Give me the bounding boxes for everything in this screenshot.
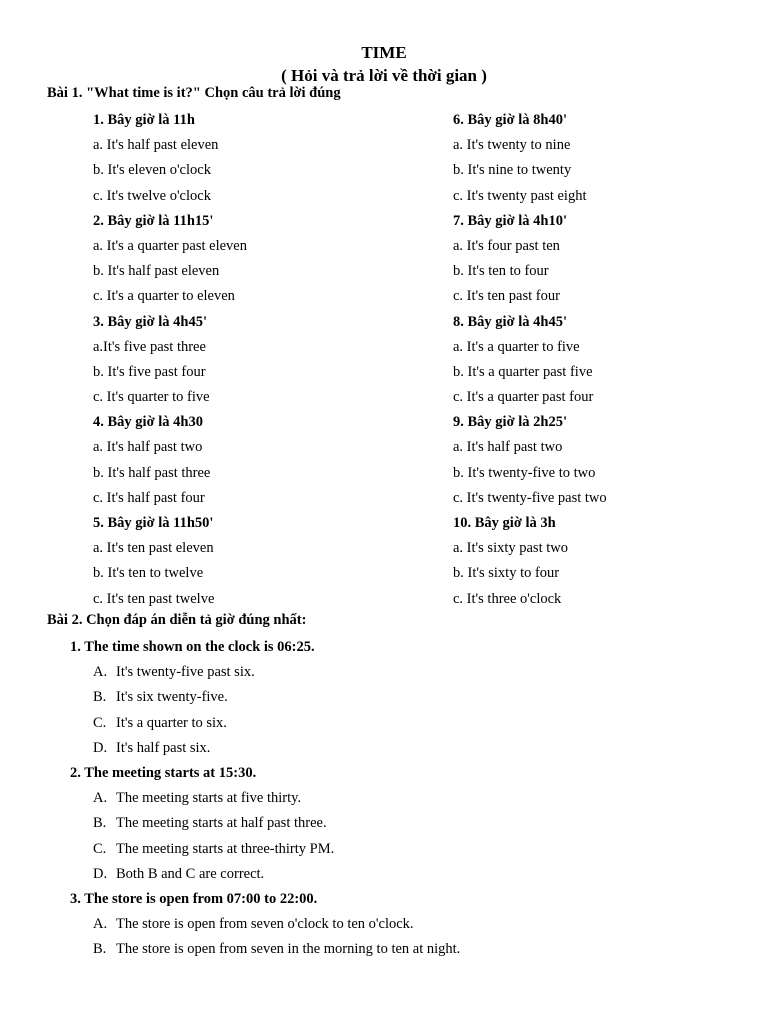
answer-option bbox=[70, 937, 460, 962]
answer-option: a. It's a quarter to five bbox=[453, 338, 580, 355]
answer-option: c. It's ten past twelve bbox=[93, 590, 215, 607]
option-letter: A. bbox=[93, 916, 108, 933]
option-text: The meeting starts at five thirty. bbox=[116, 790, 302, 807]
answer-option: b. It's a quarter past five bbox=[453, 363, 593, 380]
answer-option: a. It's ten past eleven bbox=[93, 540, 214, 557]
option-text: The store is open from seven o'clock to ten o'clock. bbox=[116, 916, 414, 933]
answer-option bbox=[70, 837, 460, 862]
option-text: It's twenty-five past six. bbox=[116, 664, 255, 681]
answer-option bbox=[70, 912, 460, 937]
question-heading: 9. Bây giờ là 2h25' bbox=[453, 414, 567, 431]
answer-option bbox=[70, 711, 460, 736]
option-letter: C. bbox=[93, 714, 107, 731]
page-title: TIME bbox=[361, 43, 407, 62]
question-heading: 6. Bây giờ là 8h40' bbox=[453, 112, 567, 128]
answer-option bbox=[70, 660, 460, 685]
question-heading: 1. Bây giờ là 11h bbox=[93, 112, 195, 128]
option-text: The meeting starts at three-thirty PM. bbox=[116, 840, 335, 857]
answer-option: a. It's half past two bbox=[93, 439, 203, 456]
question-heading: 3. Bây giờ là 4h45' bbox=[93, 313, 207, 330]
answer-option: c. It's a quarter past four bbox=[453, 389, 594, 406]
question-heading: 2. Bây giờ là 11h15' bbox=[93, 212, 214, 229]
answer-option bbox=[70, 786, 460, 811]
answer-option: a. It's four past ten bbox=[453, 237, 560, 254]
answer-option: a. It's twenty to nine bbox=[453, 137, 571, 154]
option-letter: C. bbox=[93, 840, 107, 857]
answer-option: b. It's ten to four bbox=[453, 263, 549, 280]
answer-option: b. It's ten to twelve bbox=[93, 565, 204, 582]
question-heading: 4. Bây giờ là 4h30 bbox=[93, 414, 203, 431]
answer-option: c. It's quarter to five bbox=[93, 389, 210, 406]
option-letter: D. bbox=[93, 865, 108, 882]
answer-option: c. It's twenty past eight bbox=[453, 187, 587, 204]
option-text: Both B and C are correct. bbox=[116, 865, 265, 882]
option-text: It's half past six. bbox=[116, 739, 211, 756]
answer-option: c. It's twenty-five past two bbox=[453, 489, 607, 506]
answer-option: a. It's half past eleven bbox=[93, 137, 219, 154]
answer-option: b. It's twenty-five to two bbox=[453, 464, 596, 481]
option-letter: D. bbox=[93, 739, 108, 756]
answer-option: c. It's a quarter to eleven bbox=[93, 288, 235, 305]
answer-option: b. It's nine to twenty bbox=[453, 162, 572, 179]
option-letter: B. bbox=[93, 941, 107, 958]
answer-option: c. It's three o'clock bbox=[453, 590, 562, 607]
question-heading: 2. The meeting starts at 15:30. bbox=[70, 764, 257, 781]
answer-option: a. It's half past two bbox=[453, 439, 563, 456]
bai1-left-column bbox=[93, 108, 247, 612]
answer-option: a. It's a quarter past eleven bbox=[93, 237, 247, 254]
bai1-right-column bbox=[453, 108, 607, 612]
question-heading: 5. Bây giờ là 11h50' bbox=[93, 515, 214, 531]
answer-option: b. It's half past three bbox=[93, 464, 211, 481]
answer-option: b. It's five past four bbox=[93, 363, 206, 380]
answer-option bbox=[70, 811, 460, 836]
option-text: The meeting starts at half past three. bbox=[116, 815, 327, 832]
answer-option: c. It's half past four bbox=[93, 489, 205, 506]
option-text: It's a quarter to six. bbox=[116, 714, 227, 731]
answer-option: c. It's ten past four bbox=[453, 288, 560, 305]
option-letter: A. bbox=[93, 664, 108, 681]
answer-option: a. It's sixty past two bbox=[453, 540, 568, 557]
question-heading: 7. Bây giờ là 4h10' bbox=[453, 212, 567, 229]
answer-option bbox=[70, 685, 460, 710]
bai1-heading: Bài 1. "What time is it?" Chọn câu trả lời đúng bbox=[47, 85, 341, 101]
answer-option: b. It's eleven o'clock bbox=[93, 162, 211, 179]
bai2-questions bbox=[70, 635, 460, 962]
bai2-heading: Bài 2. Chọn đáp án diễn tả giờ đúng nhất: bbox=[47, 612, 307, 628]
answer-option bbox=[70, 862, 460, 887]
page-subtitle: ( Hỏi và trả lời về thời gian ) bbox=[281, 66, 487, 85]
question-heading: 1. The time shown on the clock is 06:25. bbox=[70, 639, 315, 655]
answer-option: a.It's five past three bbox=[93, 338, 206, 355]
question-heading: 10. Bây giờ là 3h bbox=[453, 515, 556, 531]
answer-option: b. It's half past eleven bbox=[93, 263, 220, 280]
option-letter: B. bbox=[93, 689, 107, 706]
option-text: It's six twenty-five. bbox=[116, 689, 228, 706]
question-heading: 8. Bây giờ là 4h45' bbox=[453, 313, 567, 330]
answer-option: b. It's sixty to four bbox=[453, 565, 560, 582]
question-heading: 3. The store is open from 07:00 to 22:00. bbox=[70, 890, 318, 907]
option-letter: B. bbox=[93, 815, 107, 832]
option-text: The store is open from seven in the morning to ten at night. bbox=[116, 941, 461, 958]
option-letter: A. bbox=[93, 790, 108, 807]
answer-option bbox=[70, 736, 460, 761]
answer-option: c. It's twelve o'clock bbox=[93, 187, 211, 204]
